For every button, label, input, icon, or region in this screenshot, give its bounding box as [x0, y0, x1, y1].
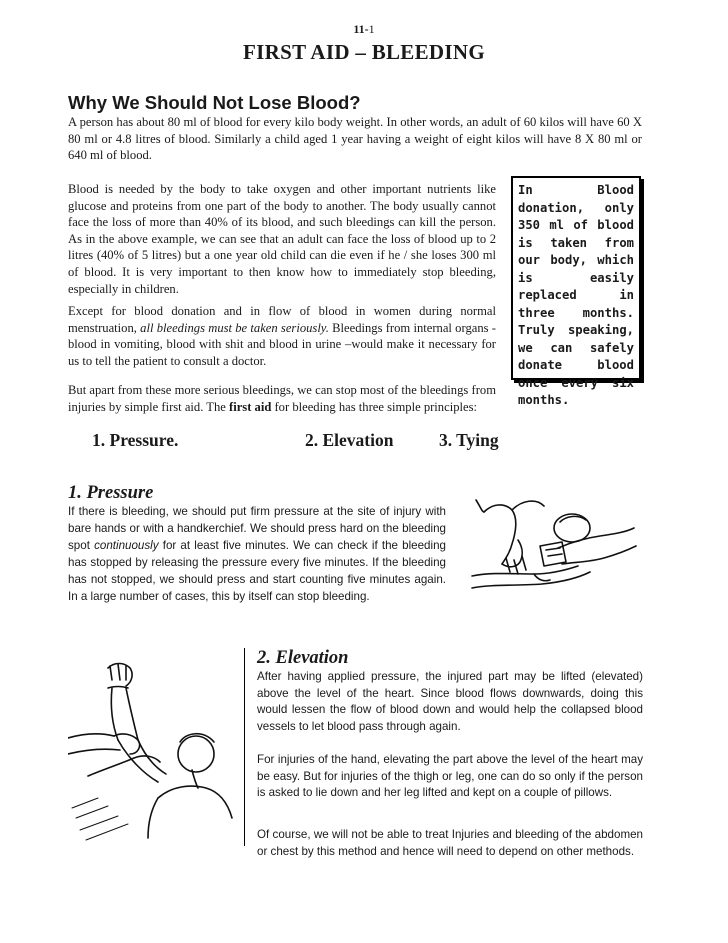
paragraph-pressure: If there is bleeding, we should put firm pressure at the site of injury with bare hands or with a handkerchief. We should press hard on the bleeding spot continuously for at least five minutes. We can check if the bleeding has stopped by releasing the pressure every five minutes. If the bleeding has not stopped, we should press and start counting five minutes again. In a large number of cases, this by itself can stop bleeding.	[68, 505, 446, 603]
paragraph-elevation-3: Of course, we will not be able to treat Injuries and bleeding of the abdomen or chest by this method and hence will need to depend on other methods.	[257, 828, 643, 858]
principle-pressure: 1. Pressure.	[92, 430, 179, 450]
elevated-arm-illustration	[68, 658, 236, 848]
paragraph-first-aid-principles: But apart from these more serious bleedings, we can stop most of the bleedings from injuries by simple first aid. The first aid for bleeding has three simple principles:	[68, 383, 496, 414]
paragraph-elevation-1: After having applied pressure, the injured part may be lifted (elevated) above the level of the heart. Since blood flows downwards, doing this would lessen the flow of blood down and would help the collapsed blood vessels to let blood pass through again.	[257, 670, 643, 733]
callout-text: In Blood donation, only 350 ml of blood is taken from our body, which is easily replaced in three months. Truly speaking, we can safely donate blood once every six months.	[518, 183, 634, 407]
column-divider	[244, 648, 245, 846]
paragraph-blood-need: Blood is needed by the body to take oxygen and other important nutrients like glucose and proteins from one part of the body to another. The body usually cannot face the loss of more than 40% of its blood, and such bleedings can kill the person. As in the above example, we can see that an adult can face the loss of blood up to 2 litres (40% of 5 litres) but a one year old child can die even if he / she loses 300 ml of blood. It is very important to then know how to immediately stop bleeding, especially in children.	[68, 182, 496, 296]
section-heading-elevation: 2. Elevation	[257, 648, 349, 668]
principle-tying: 3. Tying	[439, 430, 499, 450]
principle-elevation: 2. Elevation	[305, 430, 394, 450]
paragraph-elevation-2: For injuries of the hand, elevating the part above the level of the heart may be easy. But for injuries of the thigh or leg, one can do so only if the person is asked to lie down and her leg lifted and kept on a couple of pillows.	[257, 753, 643, 800]
section-heading-pressure: 1. Pressure	[68, 483, 154, 503]
section-heading-why: Why We Should Not Lose Blood?	[68, 92, 361, 113]
blood-donation-callout	[511, 176, 641, 407]
paragraph-serious-bleedings: Except for blood donation and in flow of blood in women during normal menstruation, all bleedings must be taken seriously. Bleedings from internal organs - blood in vomiting, blood with shit and blood in urine –would make it necessary for us to tell the patient to consult a doctor.	[68, 304, 496, 368]
paragraph-blood-volume: A person has about 80 ml of blood for every kilo body weight. In other words, an adult of 60 kilos will have 60 X 80 ml or 4.8 litres of blood. Similarly a child aged 1 year having a weight of eight kilos will have 8 X 80 ml or 640 ml of blood.	[68, 115, 642, 163]
page-number: 11-1	[353, 22, 375, 36]
hands-pressing-wound-illustration	[462, 492, 642, 602]
page-title: FIRST AID – BLEEDING	[243, 40, 485, 64]
